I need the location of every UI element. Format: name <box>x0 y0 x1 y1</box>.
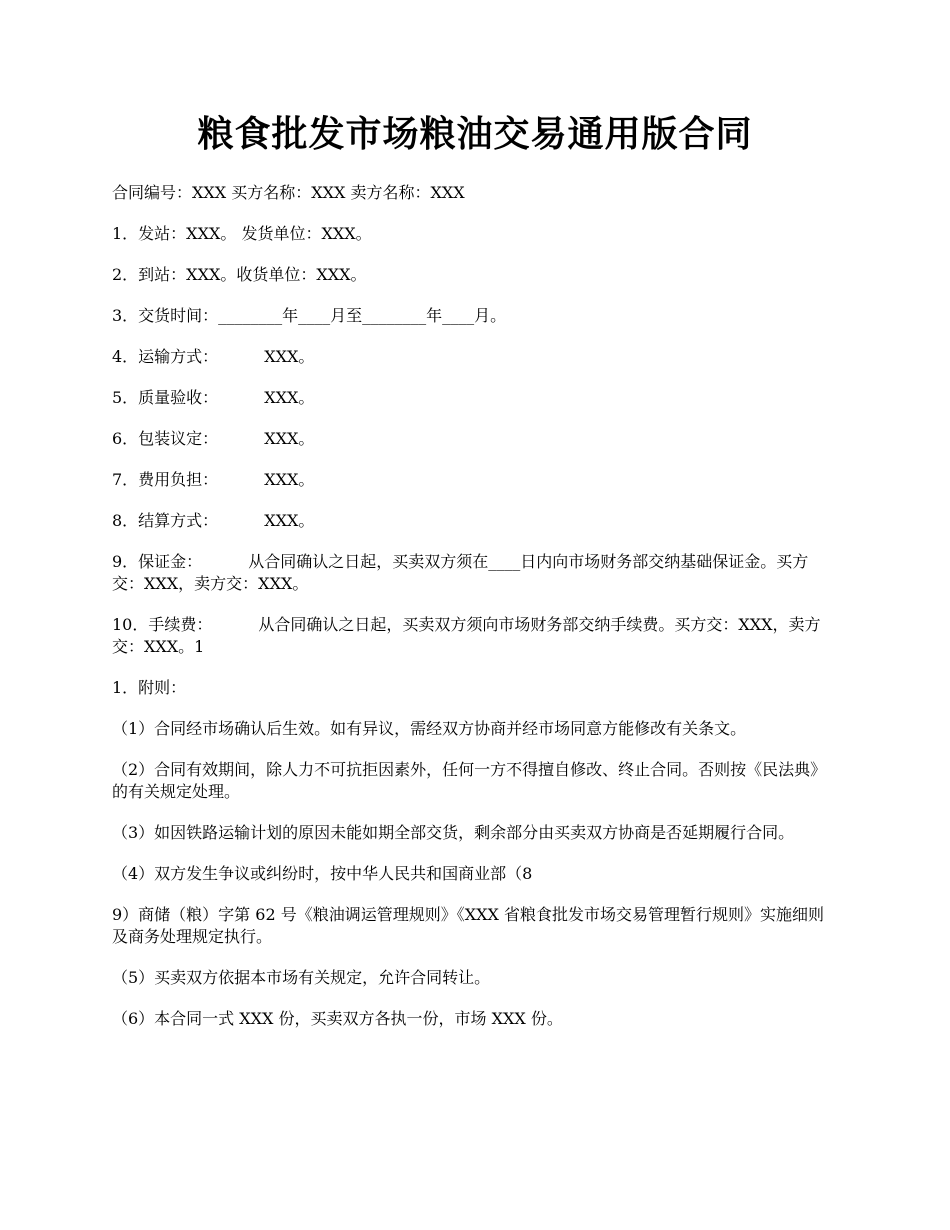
item-10 <box>112 614 838 658</box>
item-9-text: 从合同确认之日起，买卖双方须在____日内向市场财务部交纳基础保证金。买方交：XXX，卖方交：XXX。 <box>112 552 809 593</box>
item-8 <box>112 510 838 532</box>
item-7-value: XXX。 <box>264 470 315 489</box>
item-9 <box>112 551 838 595</box>
item-6 <box>112 428 838 450</box>
item-7 <box>112 469 838 491</box>
item-3: 3．交货时间：________年____月至________年____月。 <box>112 306 507 325</box>
item-8-label: 8．结算方式： <box>112 511 219 530</box>
item-2: 2．到站：XXX。收货单位：XXX。 <box>112 265 367 284</box>
clause-4-continued: 9）商储（粮）字第 62 号《粮油调运管理规则》《XXX 省粮食批发市场交易管理暂行规则》实施细则及商务处理规定执行。 <box>112 905 824 946</box>
clause-1: （1）合同经市场确认后生效。如有异议，需经双方协商并经市场同意方能修改有关条文。 <box>112 719 747 738</box>
item-10-label: 10．手续费： <box>112 615 213 634</box>
item-4-value: XXX。 <box>264 347 315 366</box>
clause-3: （3）如因铁路运输计划的原因未能如期全部交货，剩余部分由买卖双方协商是否延期履行合同。 <box>112 823 795 842</box>
item-9-label: 9．保证金： <box>112 552 203 571</box>
item-4 <box>112 346 838 368</box>
contract-header-line: 合同编号：XXX 买方名称：XXX 卖方名称：XXX <box>112 183 465 202</box>
item-6-value: XXX。 <box>264 429 315 448</box>
appendix-heading: 1．附则： <box>112 678 187 697</box>
item-1: 1．发站：XXX。 发货单位：XXX。 <box>112 224 372 243</box>
item-10-text: 从合同确认之日起，买卖双方须向市场财务部交纳手续费。买方交：XXX，卖方交：XXX。1 <box>112 615 821 656</box>
item-5-label: 5．质量验收： <box>112 388 219 407</box>
document-title: 粮食批发市场粮油交易通用版合同 <box>197 113 753 155</box>
item-4-label: 4．运输方式： <box>112 347 219 366</box>
clause-5: （5）买卖双方依据本市场有关规定，允许合同转让。 <box>112 968 491 987</box>
item-5-value: XXX。 <box>264 388 315 407</box>
item-6-label: 6．包装议定： <box>112 429 219 448</box>
clause-2: （2）合同有效期间，除人力不可抗拒因素外，任何一方不得擅自修改、终止合同。否则按《民法典》的有关规定处理。 <box>112 760 827 801</box>
item-5 <box>112 387 838 409</box>
clause-6: （6）本合同一式 XXX 份，买卖双方各执一份，市场 XXX 份。 <box>112 1009 563 1028</box>
item-8-value: XXX。 <box>264 511 315 530</box>
item-7-label: 7．费用负担： <box>112 470 219 489</box>
clause-4: （4）双方发生争议或纠纷时，按中华人民共和国商业部（8 <box>112 864 533 883</box>
